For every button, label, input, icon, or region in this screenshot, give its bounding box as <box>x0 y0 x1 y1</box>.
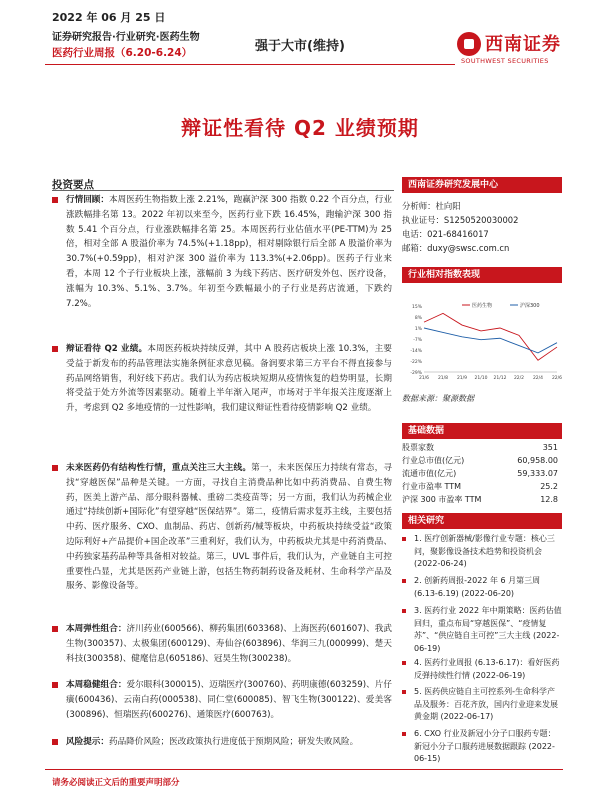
company-logo <box>457 30 562 74</box>
paragraph-elastic-portfolio <box>52 622 392 666</box>
market-key: 沪深 300 市盈率 TTM <box>402 495 482 504</box>
disclaimer-note: 请务必阅读正文后的重要声明部分 <box>52 778 180 788</box>
related-report-text: 6. CXO 行业及新冠小分子口服药专题：新冠小分子口服药进展数据跟踪 (2022-06-15) <box>414 729 556 763</box>
related-report-text: 3. 医药行业 2022 年中期策略：医药估值回归，重点布局“穿越医保”、“疫情复苏”、“供应链自主可控”三大主线 (2022-06-19) <box>414 606 562 653</box>
related-report-link[interactable] <box>402 657 562 682</box>
market-value: 12.8 <box>540 495 558 504</box>
bullet-icon <box>52 682 58 688</box>
market-data-title: 基础数据 <box>402 423 562 439</box>
bullet-icon <box>52 346 58 352</box>
related-report-link[interactable] <box>402 605 562 655</box>
paragraph-risk <box>52 735 392 750</box>
related-report-link[interactable] <box>402 686 562 724</box>
email-link[interactable]: 邮箱：duxy@swsc.com.cn <box>402 243 510 253</box>
series-line-1 <box>424 313 557 360</box>
paragraph-q2-earnings <box>52 342 392 416</box>
related-report-text: 5. 医药供应链自主可控系列-生命科学产品及服务：百花齐放，国内行业迎来发展黄金期 (2022-06-17) <box>414 687 558 721</box>
bullet-icon <box>52 197 58 203</box>
paragraph-text: 本周医药板块持续反弹，其中 A 股药店板块上涨 10.3%，主要受益于新发布的药品管理法实施条例征求意见稿。备润要求第三方平台不得直接参与药品网络销售，利好线下药店。我们认为药店板块短期从疫情恢复的趋势明显，长期将受益于处方外流等因素驱动。随着上半年渐入尾声，市场对于半年报关注度逐渐上升，考虑到 Q2 多地疫情的一过性影响，我们建议辩证性看待疫情影响 Q2 业绩。 <box>66 344 392 414</box>
market-key: 行业总市值(亿元) <box>402 456 465 465</box>
logo-text-en: SOUTHWEST SECURITIES <box>461 57 549 65</box>
related-report-text: 1. 医疗创新器械/影像行业专题：核心三问，聚影像设备技术趋势和投资机会 (2022-06-24) <box>414 534 555 568</box>
bullet-icon <box>402 609 406 613</box>
bullet-icon <box>402 661 406 665</box>
x-tick-label: 21/6 <box>418 376 430 381</box>
market-key: 股票家数 <box>402 443 434 452</box>
paragraph-text: 爱尔眼科(300015)、迈瑞医疗(300760)、药明康德(603259)、片仔癀(600436)、云南白药(000538)、同仁堂(600085)、智飞生物(300122)、爱美客(300896)、恒瑞医药(600276)、通策医疗(600763)。 <box>66 680 392 720</box>
y-tick-label: 8% <box>414 316 422 321</box>
paragraph-text: 本周医药生物指数上涨 2.21%，跑赢沪深 300 指数 0.22 个百分点，行业涨跌幅排名第 13。2022 年初以来至今，医药行业下跌 16.45%，跑输沪深 300 指数 5.41 个百分点，行业涨跌幅排名第 25。本周医药行业估值水平(PE-TTM)为 25 倍，相对全部 A 股溢价率为 74.5%(+1.18pp)，相对剔除银行后全部 A 股溢价率为 30.7%(+0.59pp)，相对沪深 300 溢价率为 113.3%(+2.06pp)。医药子行业来看，本周 12 个子行业板块上涨，涨幅前 3 为线下药店、医疗研发外包、医疗设备，涨幅为 10.3%、5.1%、3.7%。年初至今跌幅最小的子行业是药店流通，下跌约 7.2%。 <box>66 195 392 309</box>
paragraph-lead: 本周稳健组合： <box>66 680 127 690</box>
bullet-icon <box>402 732 406 736</box>
paragraph-market-review <box>52 193 392 311</box>
header-divider <box>45 64 445 65</box>
y-tick-label: -29% <box>410 371 422 376</box>
legend-label: 沪深300 <box>520 303 540 309</box>
x-tick-label: 21/10 <box>474 376 488 381</box>
phone: 电话：021-68416017 <box>402 229 489 239</box>
y-tick-label: 15% <box>411 305 422 310</box>
paragraph-stable-portfolio <box>52 678 392 722</box>
y-tick-label: -14% <box>410 349 422 354</box>
bullet-icon <box>402 537 406 541</box>
report-date: 2022 年 06 月 25 日 <box>52 11 166 24</box>
market-row <box>402 442 562 454</box>
related-report-text: 4. 医药行业周报 (6.13-6.17)：看好医药反弹持续性行情 (2022-06-19) <box>414 658 560 680</box>
report-category: 证券研究报告·行业研究·医药生物 <box>52 32 200 43</box>
logo-text-cn: 西南证券 <box>485 34 561 55</box>
related-research-title: 相关研究 <box>402 513 562 529</box>
related-report-link[interactable] <box>402 575 562 600</box>
market-value: 351 <box>542 443 558 452</box>
market-row <box>402 481 562 493</box>
footer-divider <box>45 769 563 770</box>
market-key: 行业市盈率 TTM <box>402 482 462 491</box>
market-row <box>402 455 562 467</box>
paragraph-text: 济川药业(600566)、柳药集团(603368)、上海医药(601607)、我武生物(300357)、太极集团(600129)、寿仙谷(603896)、华润三九(000999)、楚天科技(300358)、健麾信息(605186)、冠昊生物(300238)。 <box>66 624 392 664</box>
series-line-2 <box>424 328 557 353</box>
chart-source: 数据来源：聚源数据 <box>402 394 474 403</box>
related-report-link[interactable] <box>402 728 562 766</box>
header-divider-end <box>445 64 455 65</box>
x-tick-label: 22/6 <box>551 376 562 381</box>
report-title: 辩证性看待 Q2 业绩预期 <box>181 116 419 140</box>
x-tick-label: 22/2 <box>513 376 525 381</box>
paragraph-text: 药品降价风险；医改政策执行进度低于预期风险；研发失败风险。 <box>108 737 359 747</box>
section-divider <box>52 190 394 191</box>
market-value: 25.2 <box>540 482 558 491</box>
paragraph-three-themes <box>52 461 392 594</box>
bullet-icon <box>402 690 406 694</box>
industry-rating: 强于大市(维持) <box>255 39 345 54</box>
y-tick-label: -7% <box>413 338 422 343</box>
research-center-title: 西南证券研究发展中心 <box>402 177 562 193</box>
market-row <box>402 468 562 480</box>
bullet-icon <box>52 465 58 471</box>
legend-label: 医药生物 <box>472 303 493 309</box>
bullet-icon <box>52 626 58 632</box>
analyst-name: 分析师：杜向阳 <box>402 201 461 211</box>
bullet-icon <box>402 579 406 583</box>
logo-mark-icon <box>457 32 481 56</box>
paragraph-lead: 行情回顾： <box>66 195 110 205</box>
market-row <box>402 494 562 506</box>
cert-number: 执业证号：S1250520030002 <box>402 215 519 225</box>
x-tick-label: 21/8 <box>437 376 449 381</box>
x-tick-label: 22/4 <box>532 376 544 381</box>
paragraph-lead: 未来医药仍有结构性行情，重点关注三大主线。 <box>66 463 252 473</box>
paragraph-lead: 风险提示： <box>66 737 109 747</box>
related-report-text: 2. 创新药周报-2022 年 6 月第三周 (6.13-6.19) (2022-06-20) <box>414 576 541 598</box>
market-value: 59,333.07 <box>517 469 558 478</box>
y-tick-label: -22% <box>410 360 422 365</box>
key-points-heading: 投资要点 <box>52 179 94 191</box>
paragraph-text: 第一，未来医保压力持续有常态，寻找“穿越医保”品种是关键。一方面，寻找自主消费品种比如中药消费品、自费生物药，医美上游产品、部分眼科器械、重磅二类疫苗等；另一方面，我们认为药械企业通过“持续创新+国际化”有望穿越“医保结界”。第二，疫情后需求复苏主线，主要包括中药、医疗服务、CXO、血制品、药店、创新药/械等板块，中药板块持续受益“政策边际利好+产品提价+国企改革”三重利好，我们认为，中药板块尤其是中药消费品、中药独家基药品种等具备相对较益。第三，UVL 事件后，我们认为，产业链自主可控重要性凸显，尤其是医药产业链上游，包括生物药制药设备及耗材、生命科学产品及服务、影像设备等。 <box>66 463 392 592</box>
y-tick-label: 1% <box>414 327 422 332</box>
related-report-link[interactable] <box>402 533 562 571</box>
market-key: 流通市值(亿元) <box>402 469 457 478</box>
x-tick-label: 21/12 <box>493 376 507 381</box>
report-series: 医药行业周报（6.20-6.24） <box>52 47 193 59</box>
market-value: 60,958.00 <box>517 456 558 465</box>
performance-line-chart <box>402 300 562 385</box>
performance-chart-title: 行业相对指数表现 <box>402 267 562 283</box>
bullet-icon <box>52 739 58 745</box>
paragraph-lead: 辩证看待 Q2 业绩。 <box>66 344 148 354</box>
paragraph-lead: 本周弹性组合： <box>66 624 127 634</box>
x-tick-label: 21/9 <box>456 376 468 381</box>
